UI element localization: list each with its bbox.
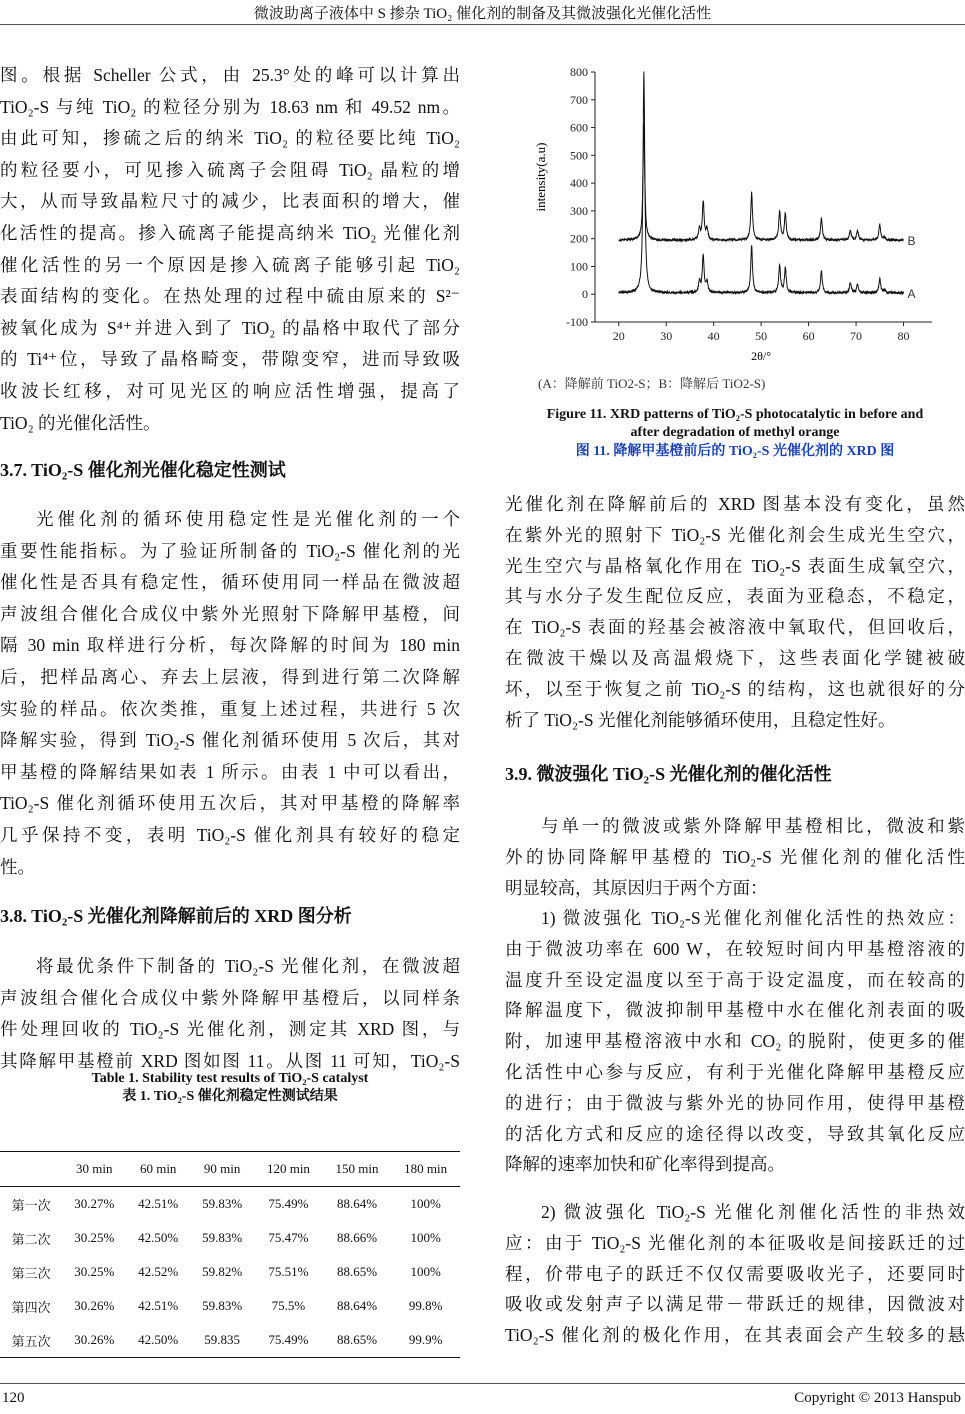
text-line: 程，价带电子的跃迁不仅仅需要吸收光子，还要同时 <box>505 1263 965 1284</box>
text-line: 后，把样品离心、弃去上层液，得到进行第二次降解 <box>0 666 460 687</box>
text-line: 光催化剂的循环使用稳定性是光催化剂的一个 <box>36 509 460 529</box>
table-cell: 100% <box>410 1230 441 1245</box>
page-number: 120 <box>2 1390 25 1406</box>
xrd-chart <box>505 55 945 365</box>
series-label: A <box>907 286 916 301</box>
text-line: 外的协同降解甲基橙的 TiO₂-S 光催化剂的催化活性 <box>505 846 965 867</box>
table-cell: 88.64% <box>337 1298 378 1313</box>
text-line: 在紫外光的照射下 TiO₂-S 光催化剂会生成光生空穴， <box>505 524 965 545</box>
text-line: 附，加速甲基橙溶液中水和 CO₂ 的脱附，使更多的催 <box>505 1031 965 1052</box>
text-line: 与单一的微波或紫外降解甲基橙相比，微波和紫 <box>541 816 965 836</box>
table-caption-en: Table 1. Stability test results of TiO₂-S catalyst <box>91 1071 369 1086</box>
text-line: 重要性能指标。为了验证所制备的 TiO₂-S 催化剂的光 <box>0 540 460 561</box>
text-line: 1) 微波强化 TiO₂-S光催化剂催化活性的热效应： <box>541 908 965 928</box>
text-line: 几乎保持不变，表明 TiO₂-S 催化剂具有较好的稳定 <box>0 824 460 845</box>
y-tick-label: 800 <box>570 65 588 79</box>
paragraph <box>505 903 965 1180</box>
paragraph <box>505 1197 965 1351</box>
section-heading-3-9: 3.9. 微波强化 TiO₂-S 光催化剂的催化活性 <box>505 764 832 784</box>
header-rule <box>0 24 965 25</box>
x-tick-label: 30 <box>660 329 673 343</box>
table-row <box>0 1187 460 1222</box>
row-label: 第二次 <box>11 1231 51 1247</box>
table-cell: 59.82% <box>202 1264 243 1279</box>
table-cell: 59.83% <box>202 1298 243 1313</box>
paragraph <box>505 489 965 735</box>
table-cell: 75.51% <box>268 1264 309 1279</box>
column-header: 30 min <box>75 1161 113 1176</box>
x-tick-label: 50 <box>755 329 768 343</box>
table-cell: 88.65% <box>337 1332 378 1347</box>
table-cell: 42.52% <box>138 1264 179 1279</box>
row-label: 第一次 <box>11 1197 51 1213</box>
column-header: 180 min <box>404 1161 448 1176</box>
copyright: Copyright © 2013 Hanspub <box>794 1390 961 1406</box>
table-cell: 75.49% <box>268 1332 309 1347</box>
table-caption-cn: 表 1. TiO₂-S 催化剂稳定性测试结果 <box>122 1089 338 1104</box>
table-cell: 30.26% <box>74 1298 115 1313</box>
text-line: 大，从而导致晶粒尺寸的减少，比表面积的增大，催 <box>0 191 460 212</box>
text-line: 在 TiO₂-S 表面的羟基会被溶液中氧取代，但回收后， <box>505 617 965 638</box>
x-tick-label: 80 <box>897 329 910 343</box>
table-cell: 59.835 <box>204 1332 241 1347</box>
text-line: 实验的样品。依次类推，重复上述过程，共进行 5 次 <box>0 698 460 719</box>
text-line: 明显较高，其原因归于两个方面： <box>505 877 768 898</box>
text-line: 的进行；由于微波与紫外光的协同作用，使得甲基橙 <box>505 1092 965 1113</box>
table-row <box>0 1323 460 1358</box>
table-cell: 42.51% <box>138 1196 179 1211</box>
text-line: 析了 TiO₂-S 光催化剂能够循环使用，且稳定性好。 <box>505 709 896 730</box>
table-cell: 88.65% <box>337 1264 378 1279</box>
series-line-A <box>619 72 904 294</box>
y-tick-label: 600 <box>570 120 588 135</box>
text-line: 甲基橙的降解结果如表 1 所示。由表 1 中可以看出， <box>0 761 460 782</box>
text-line: 催化性是否具有稳定性，循环使用同一样品在微波超 <box>0 572 460 593</box>
section-heading-3-8: 3.8. TiO₂-S 光催化剂降解前后的 XRD 图分析 <box>0 906 352 926</box>
figure-caption-cn: 图 11. 降解甲基橙前后的 TiO₂-S 光催化剂的 XRD 图 <box>575 444 895 459</box>
table-row <box>0 1255 460 1289</box>
column-header <box>0 1152 62 1187</box>
x-tick-label: 70 <box>850 329 863 343</box>
text-line: 的活化方式和反应的途径得以改变，导致其氧化反应 <box>505 1123 965 1144</box>
text-line: 表面结构的变化。在热处理的过程中硫由原来的 S²⁻ <box>0 286 460 307</box>
table-row <box>0 1221 460 1255</box>
table-cell: 75.47% <box>268 1230 309 1245</box>
text-line: 性。 <box>0 856 35 877</box>
text-line: 催化活性的另一个原因是掺入硫离子能够引起 TiO₂ <box>0 254 460 275</box>
y-axis-label: intensity(a.u) <box>533 142 548 212</box>
column-header: 120 min <box>266 1161 310 1176</box>
table-cell: 59.83% <box>202 1230 243 1245</box>
stability-table <box>0 1151 460 1358</box>
table-cell: 42.50% <box>138 1230 179 1245</box>
text-line: 由此可知，掺硫之后的纳米 TiO₂ 的粒径要比纯 TiO₂ <box>0 128 460 149</box>
column-header: 60 min <box>139 1161 177 1176</box>
table-cell: 30.27% <box>74 1196 115 1211</box>
y-tick-label: 200 <box>570 231 588 246</box>
text-line: 降解的速率加快和矿化率得到提高。 <box>505 1154 785 1175</box>
table-cell: 100% <box>410 1264 441 1279</box>
text-line: 件处理回收的 TiO₂-S 光催化剂，测定其 XRD 图，与 <box>0 1019 460 1040</box>
text-line: 光催化剂在降解前后的 XRD 图基本没有变化，虽然 <box>505 494 965 514</box>
table-cell: 88.64% <box>337 1196 378 1211</box>
table-cell: 30.26% <box>74 1332 115 1347</box>
running-header: 微波助离子液体中 S 掺杂 TiO₂ 催化剂的制备及其微波强化光催化活性 <box>253 6 712 22</box>
text-line: 图。根据 Scheller 公式，由 25.3°处的峰可以计算出 <box>0 65 460 85</box>
table-cell: 99.9% <box>408 1332 443 1347</box>
row-label: 第三次 <box>11 1265 51 1281</box>
table-cell: 100% <box>410 1196 441 1211</box>
text-line: 隔 30 min 取样进行分析，每次降解的时间为 180 min <box>0 635 460 656</box>
text-line: 将最优条件下制备的 TiO₂-S 光催化剂，在微波超 <box>36 956 460 976</box>
table-cell: 42.50% <box>138 1332 179 1347</box>
text-line: 由于微波功率在 600 W，在较短时间内甲基橙溶液的 <box>505 938 965 959</box>
text-line: 被氧化成为 S⁴⁺并进入到了 TiO₂ 的晶格中取代了部分 <box>0 317 460 338</box>
text-line: 化活性的提高。掺入硫离子能提高纳米 TiO₂ 光催化剂 <box>0 222 460 243</box>
text-line: TiO₂-S 与纯 TiO₂ 的粒径分别为 18.63 nm 和 49.52 nm。 <box>0 96 460 117</box>
paragraph <box>0 504 460 883</box>
paragraph <box>0 951 460 1077</box>
text-line: 温度升至设定温度以至于高于设定温度，而在较高的 <box>505 969 965 990</box>
paragraph <box>505 811 965 903</box>
table-cell: 75.5% <box>271 1298 306 1313</box>
series-label: B <box>907 234 916 249</box>
x-axis-label: 2θ/° <box>751 349 772 363</box>
text-line: 吸收或发射声子以满足带－带跃迁的规律，因微波对 <box>505 1294 965 1315</box>
text-line: 光生空穴与晶格氧化作用在 TiO₂-S 表面生成氧空穴， <box>505 555 965 576</box>
text-line: TiO₂ 的光催化活性。 <box>0 412 161 433</box>
text-line: 应：由于 TiO₂-S 光催化剂的本征吸收是间接跃迁的过 <box>505 1232 965 1253</box>
x-tick-label: 60 <box>802 329 815 343</box>
table-cell: 42.51% <box>138 1298 179 1313</box>
footer-rule <box>0 1383 965 1384</box>
figure-caption-en-1: Figure 11. XRD patterns of TiO₂-S photocatalytic in before and <box>546 407 924 422</box>
figure-note: (A：降解前 TiO2-S；B：降解后 TiO2-S) <box>538 376 766 391</box>
table-cell: 75.49% <box>268 1196 309 1211</box>
text-line: 收波长红移，对可见光区的响应活性增强，提高了 <box>0 380 460 401</box>
column-header: 150 min <box>335 1161 379 1176</box>
text-line: TiO₂-S 催化剂的极化作用，在其表面会产生较多的悬 <box>505 1325 965 1346</box>
x-tick-label: 20 <box>612 329 625 343</box>
table-cell: 59.83% <box>202 1196 243 1211</box>
text-line: 2) 微波强化 TiO₂-S 光催化剂催化活性的非热效 <box>541 1202 965 1222</box>
y-tick-label: 500 <box>570 148 588 163</box>
paragraph <box>0 60 460 439</box>
text-line: 降解实验，得到 TiO₂-S 催化剂循环使用 5 次后，其对 <box>0 730 460 751</box>
series-line-B <box>619 124 904 241</box>
text-line: 的粒径要小，可见掺入硫离子会阻碍 TiO₂ 晶粒的增 <box>0 159 460 180</box>
y-tick-label: 100 <box>570 259 588 274</box>
text-line: 声波组合催化合成仪中紫外降解甲基橙后，以同样条 <box>0 987 460 1008</box>
text-line: 其与水分子发生配位反应，表面为亚稳态，不稳定， <box>505 586 965 607</box>
row-label: 第四次 <box>11 1299 51 1315</box>
text-line: 的 Ti⁴⁺位，导致了晶格畸变，带隙变窄，进而导致吸 <box>0 349 460 370</box>
y-tick-label: -100 <box>566 315 588 329</box>
row-label: 第五次 <box>11 1333 51 1349</box>
table-row <box>0 1289 460 1323</box>
y-tick-label: 700 <box>570 92 588 107</box>
section-heading-3-7: 3.7. TiO₂-S 催化剂光催化稳定性测试 <box>0 460 286 480</box>
column-header: 90 min <box>203 1161 241 1176</box>
table-cell: 99.8% <box>408 1298 443 1313</box>
y-tick-label: 300 <box>570 203 588 218</box>
text-line: 声波组合催化合成仪中紫外光照射下降解甲基橙，间 <box>0 603 460 624</box>
text-line: 其降解甲基橙前 XRD 图如图 11。从图 11 可知，TiO₂-S <box>0 1050 460 1071</box>
figure-caption-en-2: after degradation of methyl orange <box>630 425 840 440</box>
table-cell: 30.25% <box>74 1264 115 1279</box>
y-tick-label: 0 <box>582 287 588 302</box>
text-line: 降解温度下，微波抑制甲基橙中水在催化剂表面的吸 <box>505 1000 965 1021</box>
table-cell: 30.25% <box>74 1230 115 1245</box>
x-tick-label: 40 <box>707 329 720 343</box>
y-tick-label: 400 <box>570 176 588 191</box>
text-line: 坏，以至于恢复之前 TiO₂-S 的结构，这也就很好的分 <box>505 678 965 699</box>
text-line: TiO₂-S 催化剂循环使用五次后，其对甲基橙的降解率 <box>0 793 460 814</box>
table-header-row <box>0 1152 460 1187</box>
table-cell: 88.66% <box>337 1230 378 1245</box>
text-line: 化活性中心参与反应，有利于光催化降解甲基橙反应 <box>505 1061 965 1082</box>
text-line: 在微波干燥以及高温煅烧下，这些表面化学键被破 <box>505 647 965 668</box>
